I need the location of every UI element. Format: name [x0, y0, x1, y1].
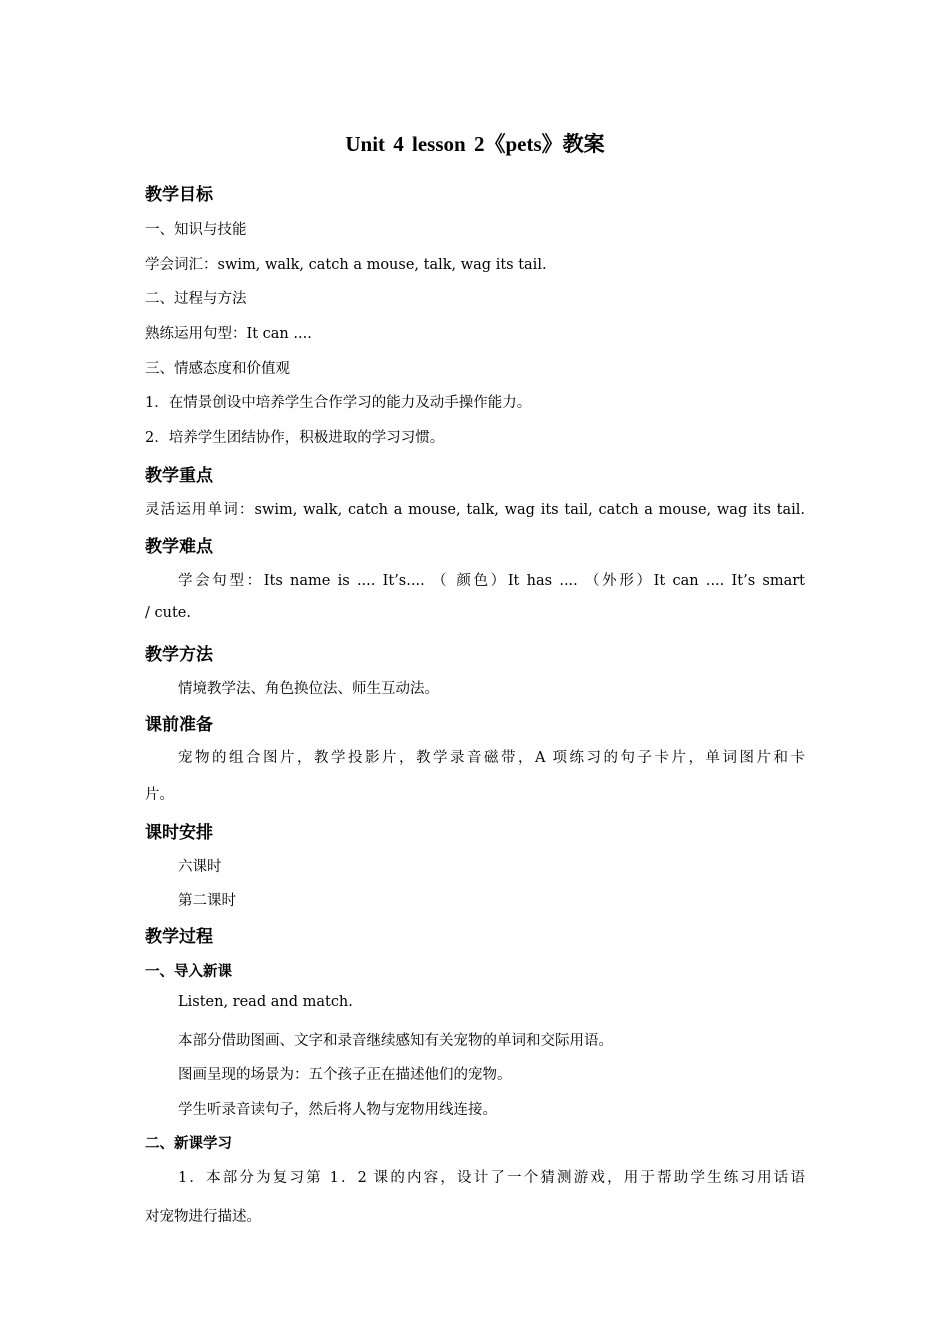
process-line: 对宠物进行描述。 [145, 1209, 261, 1225]
difficulties-line: / cute. [145, 605, 191, 621]
difficulties-line: 学会句型：Its name is .... It’s.... （ 颜色）It has .... （外形）It can .... It’s smart [178, 573, 805, 589]
process-line: 1．本部分为复习第 1．2 课的内容，设计了一个猜测游戏，用于帮助学生练习用话语 [178, 1170, 805, 1186]
heading-process: 教学过程 [145, 927, 213, 947]
process-line: Listen, read and match. [178, 994, 353, 1010]
goal-line: 2．培养学生团结协作，积极进取的学习习惯。 [145, 430, 445, 446]
key-points-line: 灵活运用单词：swim, walk, catch a mouse, talk, wag its tail, catch a mouse, wag its tail. [145, 502, 805, 518]
subheading-intro: 一、导入新课 [145, 964, 232, 980]
preparation-line: 宠物的组合图片，教学投影片，教学录音磁带，A 项练习的句子卡片，单词图片和卡 [178, 750, 805, 766]
heading-preparation: 课前准备 [145, 715, 213, 735]
goal-line: 三、情感态度和价值观 [145, 361, 290, 377]
heading-difficulties: 教学难点 [145, 537, 213, 557]
heading-key-points: 教学重点 [145, 466, 213, 486]
process-line: 学生听录音读句子，然后将人物与宠物用线连接。 [178, 1102, 497, 1118]
subheading-new-lesson: 二、新课学习 [145, 1136, 232, 1152]
goal-line: 熟练运用句型：It can .... [145, 326, 312, 342]
process-line: 本部分借助图画、文字和录音继续感知有关宠物的单词和交际用语。 [178, 1033, 613, 1049]
goal-line: 二、过程与方法 [145, 291, 247, 307]
schedule-line: 六课时 [178, 859, 222, 875]
process-line: 图画呈现的场景为：五个孩子正在描述他们的宠物。 [178, 1067, 512, 1083]
preparation-line: 片。 [145, 787, 174, 803]
methods-line: 情境教学法、角色换位法、师生互动法。 [178, 681, 439, 697]
heading-teaching-goals: 教学目标 [145, 185, 213, 205]
heading-schedule: 课时安排 [145, 823, 213, 843]
goal-line: 学会词汇：swim, walk, catch a mouse, talk, wag its tail. [145, 257, 547, 273]
heading-methods: 教学方法 [145, 645, 213, 665]
goal-line: 1．在情景创设中培养学生合作学习的能力及动手操作能力。 [145, 395, 532, 411]
schedule-line: 第二课时 [178, 893, 236, 909]
goal-line: 一、知识与技能 [145, 222, 247, 238]
document-title: Unit 4 lesson 2《pets》教案 [345, 132, 605, 156]
